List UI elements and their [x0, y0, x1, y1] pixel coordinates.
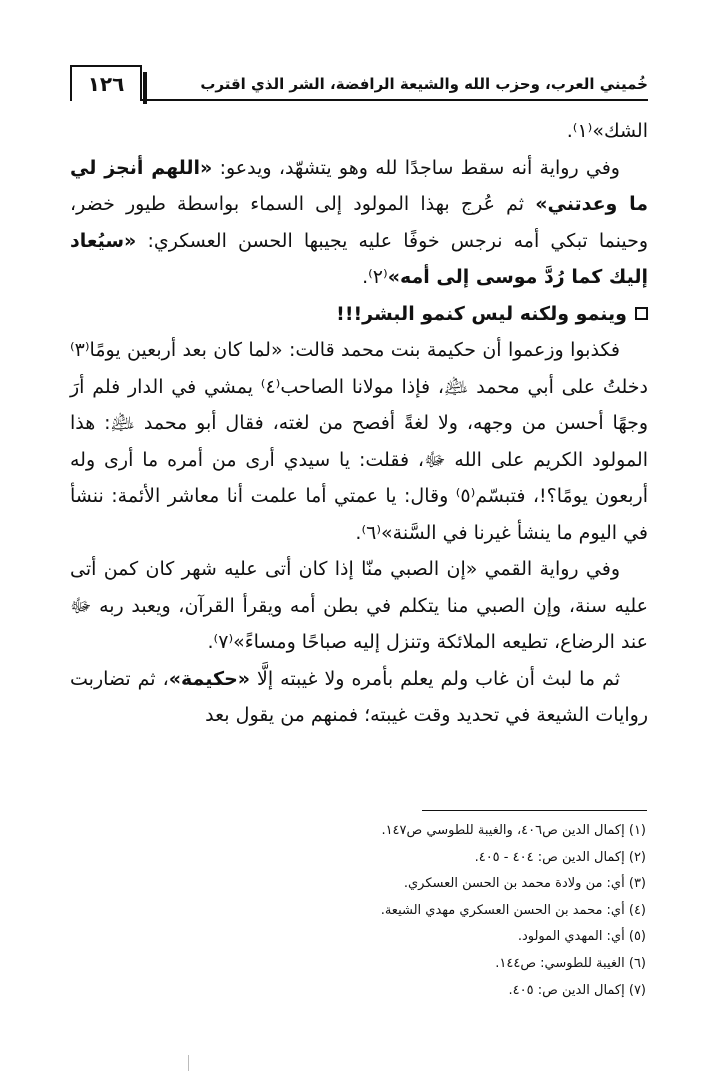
name-bold: «حكيمة» [168, 667, 251, 690]
footnote: (١) إكمال الدين ص٤٠٦، والغيبة للطوسي ص١٤٧. [381, 823, 646, 838]
square-bullet-icon [635, 307, 648, 320]
paragraph-hakima: فكذبوا وزعموا أن حكيمة بنت محمد قالت: «لما كان بعد أربعين يومًا⁽٣⁾ دخلتُ على أبي محمد ﵇، فإذا مولانا الصاحب⁽٤⁾ يمشي في الدار فلم أرَ وجهًا أحسن من وجهه، ولا لغةً أفصح من لغته، فقال أبو محمد ﵇: هذا المولود الكريم على الله ﷻ، فقلت: يا سيدي أرى من أمره ما أرى وله أربعون يومًا؟!، فتبسّم⁽٥⁾ وقال: يا عمتي أما علمت أنا معاشر الأئمة: ننشأ في اليوم ما ينشأ غيرنا في السَّنة»⁽٦⁾. [70, 339, 648, 544]
footnote: (٦) الغيبة للطوسي: ص١٤٤. [495, 955, 646, 971]
section-heading-text: وينمو ولكنه ليس كنمو البشر!!! [336, 302, 627, 325]
page-number: ١٢٦ [70, 65, 142, 101]
section-heading [70, 296, 648, 333]
paragraph-continuation: الشك»⁽١⁾. [566, 120, 648, 142]
footnote: (٤) أي: محمد بن الحسن العسكري مهدي الشيعة. [380, 902, 646, 918]
scan-mark [188, 1055, 189, 1071]
footnote: (٣) أي: من ولادة محمد بن الحسن العسكري. [403, 876, 646, 892]
text-run: ثم عُرج بهذا المولود إلى السماء بواسطة طيور خضر، وحينما تبكي أمه نرجس خوفًا عليه يجيبها الحسن العسكري: [70, 193, 648, 252]
running-title: خُميني العرب، وحزب الله والشيعة الرافضة، الشر الذي اقترب [200, 75, 648, 93]
quote-bold: «سيُعاد إليك كما رُدَّ موسى إلى أمه» [70, 229, 648, 288]
footnote: (٥) أي: المهدي المولود. [517, 929, 646, 945]
footnote-divider [422, 810, 647, 811]
footnote: (٢) إكمال الدين ص: ٤٠٤ - ٤٠٥. [474, 849, 646, 865]
footnotes [300, 818, 646, 1004]
text-run: ، ثم تضاربت روايات الشيعة في تحديد وقت غيبته؛ فمنهم من يقول بعد [70, 667, 648, 726]
paragraph-occultation [70, 661, 648, 734]
running-header [70, 55, 648, 101]
text-run: وفي رواية أنه سقط ساجدًا لله وهو يتشهّد، ويدعو: [212, 156, 620, 179]
main-text [70, 113, 648, 734]
paragraph-prostration [70, 150, 648, 296]
quote-bold: «اللهم أنجز لي ما وعدتني» [70, 156, 648, 215]
footnote-ref: ⁽٢⁾. [362, 266, 388, 288]
footnote: (٧) إكمال الدين ص: ٤٠٥. [508, 982, 646, 998]
paragraph-qummi: وفي رواية القمي «إن الصبي منّا إذا كان أتى عليه شهر كان كمن أتى عليه سنة، وإن الصبي منا يتكلم في بطن أمه ويقرأ القرآن، ويعبد ربه ﷻ عند الرضاع، تطيعه الملائكة وتنزل إليه صباحًا ومساءً»⁽٧⁾. [70, 558, 648, 653]
text-run: ثم ما لبث أن غاب ولم يعلم بأمره ولا غيبته إلَّا [250, 667, 621, 690]
